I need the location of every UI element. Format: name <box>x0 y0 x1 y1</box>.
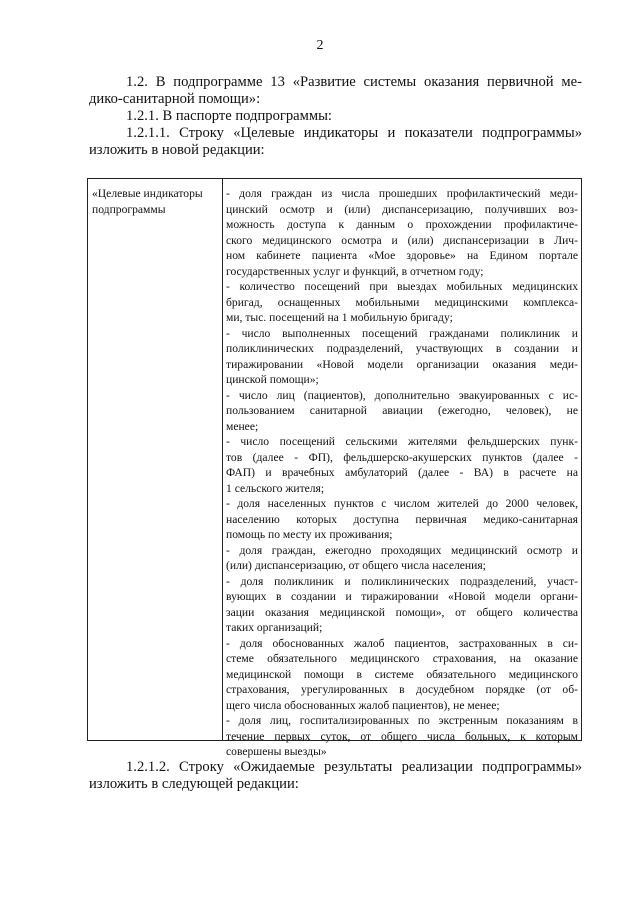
paragraph-target-indicators <box>89 125 582 159</box>
cell-line: - доля населенных пунктов с числом жителей до 2000 человек, <box>226 497 578 510</box>
paragraph-line: дико-санитарной помощи»: <box>89 91 261 107</box>
paragraph-line: 1.2. В подпрограмме 13 «Развитие системы оказания первичной ме- <box>126 74 582 90</box>
cell-line: цинской помощи»; <box>226 373 319 386</box>
cell-line: ского медицинского осмотра и (или) диспансеризации в Лич- <box>226 233 578 247</box>
paragraph-subprogram-13 <box>89 74 582 108</box>
paragraph-line: 1.2.1.2. Строку «Ожидаемые результаты реализации подпрограммы» <box>126 759 582 775</box>
cell-line: тов (далее - ФП), фельдшерско-акушерских пунктов (далее - <box>226 450 578 464</box>
cell-line: - доля лиц, госпитализированных по экстренным показаниям в <box>226 714 578 727</box>
cell-line: вующих в создании и тиражировании «Новой модели органи- <box>226 590 578 603</box>
cell-line: - доля граждан, ежегодно проходящих медицинский осмотр и <box>226 543 578 557</box>
cell-line: зации оказания медицинской помощи», от общего количества <box>226 605 578 619</box>
cell-line: медицинской помощи в системе обязательного медицинского <box>226 667 578 681</box>
cell-line: цинский осмотр и (или) диспансеризацию, получивших воз- <box>226 202 578 216</box>
paragraph-expected-results <box>89 759 582 793</box>
cell-line: поликлинических подразделений, участвующих в создании и <box>226 342 578 355</box>
cell-line: подпрограммы <box>92 202 166 216</box>
cell-line: населению которых доступна первичная медико-санитарная <box>226 512 578 526</box>
cell-line: помощь по месту их проживания; <box>226 528 393 541</box>
cell-line: - число лиц (пациентов), дополнительно эвакуированных с ис- <box>226 388 578 402</box>
paragraph-line: изложить в следующей редакции: <box>89 776 299 792</box>
paragraph-line: 1.2.1. В паспорте подпрограммы: <box>126 108 332 124</box>
cell-line: «Целевые индикаторы <box>92 187 203 200</box>
cell-line: - количество посещений при выездах мобильных медицинских <box>226 280 578 293</box>
table-cell-indicators <box>226 186 578 760</box>
cell-line: - число выполненных посещений гражданами поликлиник и <box>226 326 578 340</box>
cell-line: тиражировании «Новой модели организации оказания меди- <box>226 357 578 371</box>
cell-line: стеме обязательного медицинского страхования, на оказание <box>226 652 578 665</box>
cell-line: можность доступа к данным о прохождении профилактиче- <box>226 218 578 231</box>
paragraph-line: 1.2.1.1. Строку «Целевые индикаторы и показатели подпрограммы» <box>126 125 582 141</box>
paragraph-line: изложить в новой редакции: <box>89 142 265 158</box>
cell-line: (или) диспансеризацию, от общего числа населения; <box>226 559 486 572</box>
cell-line: щего числа обоснованных жалоб пациентов), не менее; <box>226 698 500 712</box>
paragraph-passport <box>89 108 582 125</box>
cell-line: - доля обоснованных жалоб пациентов, застрахованных в си- <box>226 636 578 650</box>
cell-line: течение первых суток, от общего числа больных, к которым <box>226 729 578 743</box>
cell-line: государственных услуг и функций, в отчетном году; <box>226 264 484 278</box>
cell-line: ми, тыс. посещений на 1 мобильную бригаду; <box>226 311 453 324</box>
cell-line: - доля поликлиник и поликлинических подразделений, участ- <box>226 574 578 588</box>
cell-line: ФАП) и врачебных амбулаторий (далее - ВА) в расчете на <box>226 466 578 479</box>
cell-line: таких организаций; <box>226 621 323 634</box>
page-number: 2 <box>316 38 324 53</box>
cell-line: пользованием санитарной авиации (ежегодно, человек), не <box>226 404 578 417</box>
table-column-divider <box>222 179 223 740</box>
cell-line: совершены выезды» <box>226 745 327 758</box>
cell-line: - число посещений сельскими жителями фельдшерских пунк- <box>226 435 578 448</box>
cell-line: менее; <box>226 419 259 433</box>
cell-line: бригад, оснащенных мобильными медицинскими комплекса- <box>226 295 578 309</box>
cell-line: - доля граждан из числа прошедших профилактический меди- <box>226 187 578 200</box>
cell-line: страхования, урегулированных в досудебном порядке (от об- <box>226 683 578 696</box>
table-cell-label <box>92 186 218 217</box>
cell-line: ном кабинете пациента «Мое здоровье» на Едином портале <box>226 249 578 262</box>
indicators-table <box>87 178 582 758</box>
cell-line: 1 сельского жителя; <box>226 481 325 495</box>
